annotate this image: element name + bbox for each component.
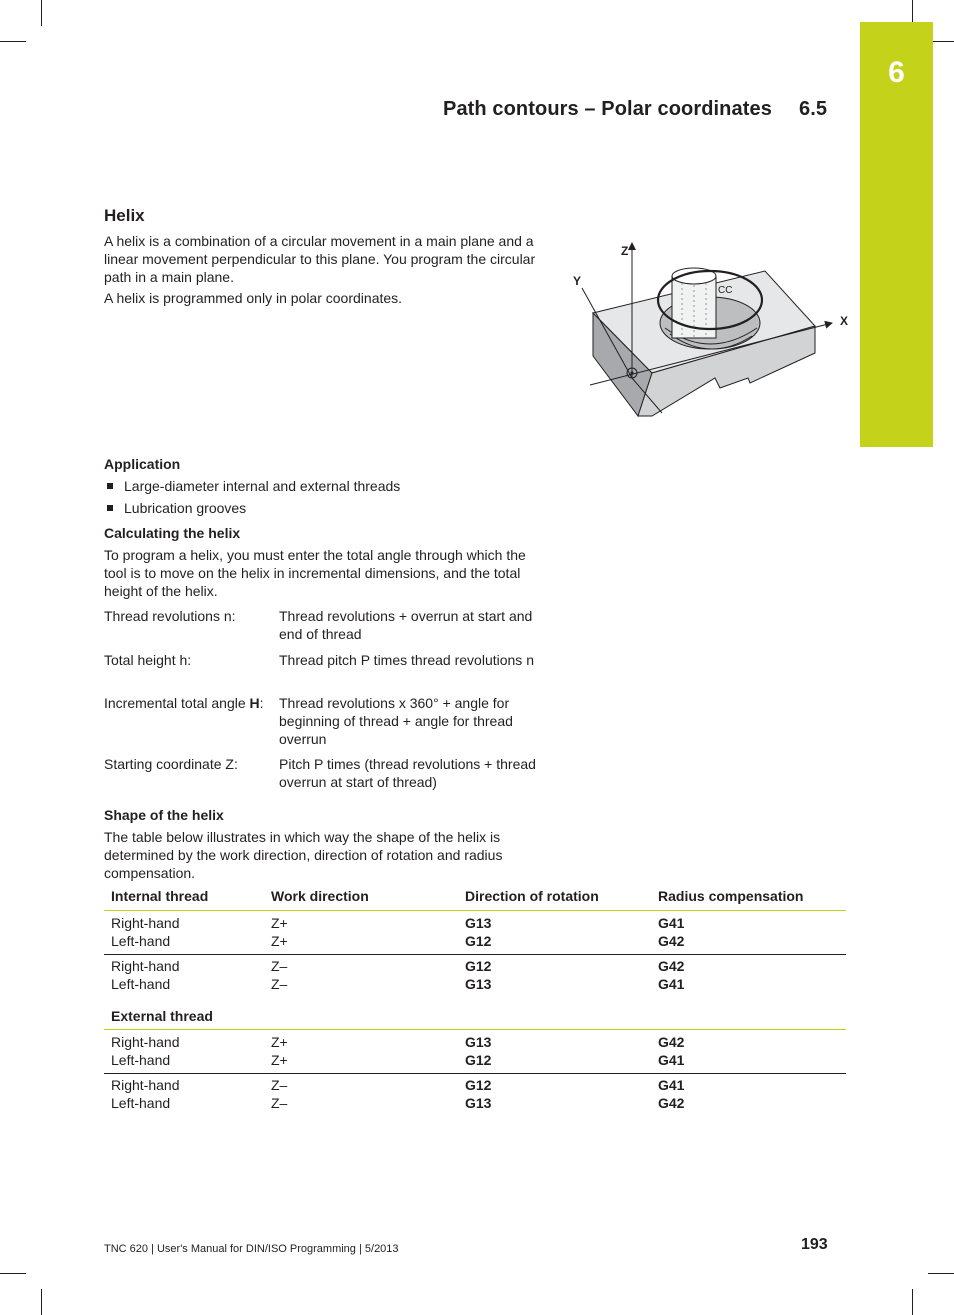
running-head [443,98,828,121]
chapter-tab [860,22,933,447]
definition-term: Thread revolutions n: [104,608,236,624]
shape-paragraph: The table below illustrates in which way the shape of the helix is determined by the work direction, direction of rotation and radius compensation. [104,829,503,881]
table-row-rule [104,1073,846,1074]
running-head-section: 6.5 [799,98,828,120]
table-header-external-thread: External thread [111,1008,213,1024]
section-heading: Helix [104,206,145,225]
bullet-square-icon [107,505,113,511]
definition-term: Starting coordinate Z: [104,756,238,772]
table-section-rule [104,1029,846,1030]
definition-term: Total height h: [104,652,192,668]
intro-paragraph-1: A helix is a combination of a circular movement in a main plane and a linear movement perpendicular to this plane. You program the circular path in a main plane. [104,233,536,285]
definition-text: Thread revolutions + overrun at start and end of thread [279,608,533,642]
figure-cc-label: CC [718,285,733,296]
table-header-radius-compensation: Radius compensation [658,888,804,904]
application-heading: Application [104,456,181,472]
application-item: Lubrication grooves [104,499,246,517]
table-header-direction-of-rotation: Direction of rotation [465,888,599,904]
page-number: 193 [801,1236,828,1253]
definition-text: Thread revolutions x 360° + angle for beginning of thread + angle for thread overrun [279,695,513,747]
table-row-rule [104,954,846,955]
footer-text: TNC 620 | User's Manual for DIN/ISO Programming | 5/2013 [104,1243,399,1255]
definition-term: Incremental total angle H: [104,695,264,711]
application-item: Large-diameter internal and external threads [104,477,400,495]
table-header-rule [104,910,846,911]
figure-z-label: Z [621,244,629,258]
definition-text: Thread pitch P times thread revolutions n [279,652,534,668]
calculating-heading: Calculating the helix [104,525,241,541]
helix-figure [560,228,860,428]
definition-text: Pitch P times (thread revolutions + thread overrun at start of thread) [279,756,536,790]
chapter-number: 6 [888,56,905,89]
figure-y-label: Y [573,274,582,288]
shape-heading: Shape of the helix [104,807,224,823]
calculating-paragraph: To program a helix, you must enter the total angle through which the tool is to move on the helix in incremental dimensions, and the total height of the helix. [104,547,526,599]
bullet-square-icon [107,483,113,489]
figure-x-label: X [840,314,849,328]
running-head-title: Path contours – Polar coordinates [443,98,772,120]
table-header-work-direction: Work direction [271,888,369,904]
intro-paragraph-2: A helix is programmed only in polar coordinates. [104,290,403,306]
table-header-internal-thread: Internal thread [111,888,209,904]
